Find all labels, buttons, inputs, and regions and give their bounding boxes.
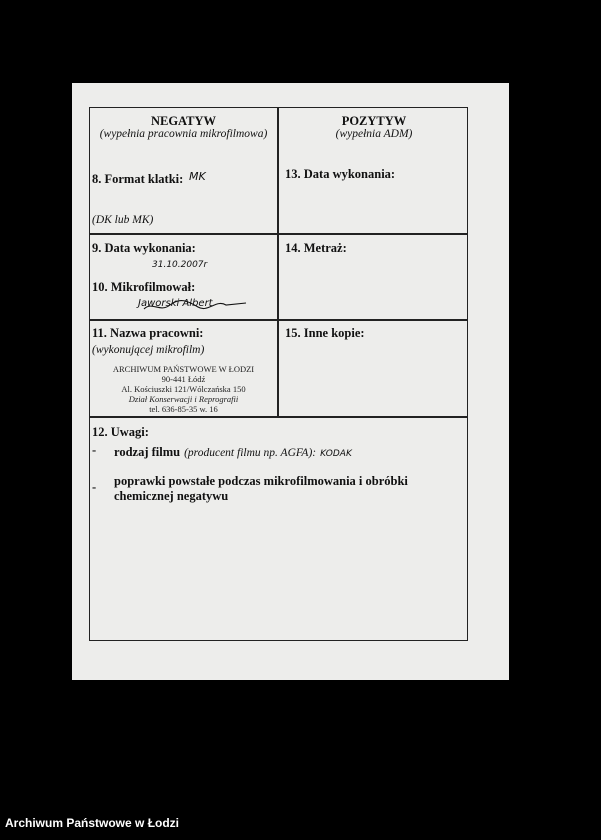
film-type-label: rodzaj filmu — [114, 445, 181, 459]
pozytyw-subtitle: (wypełnia ADM) — [335, 128, 413, 140]
data9-value: 31.10.2007r — [152, 260, 208, 270]
uwagi-item-2-line-2: chemicznej negatywu — [114, 489, 229, 503]
stamp-line: 90-441 Łódź — [161, 374, 206, 384]
pracownia-hint: (wykonującej mikrofilm) — [92, 344, 205, 356]
negatyw-title: NEGATYW — [150, 114, 217, 128]
stamp-line: Dział Konserwacji i Reprografii — [128, 394, 239, 404]
format-value: MK — [189, 170, 206, 183]
data9-label: 9. Data wykonania: — [92, 241, 196, 255]
stamp-line: Al. Kościuszki 121/Wólczańska 150 — [121, 384, 246, 394]
row-divider — [90, 319, 467, 321]
pozytyw-title: POZYTYW — [341, 114, 407, 128]
form-table — [89, 107, 468, 641]
stamp-line: ARCHIWUM PAŃSTWOWE W ŁODZI — [112, 364, 255, 374]
row-divider — [90, 416, 467, 418]
negatyw-subtitle: (wypełnia pracownia mikrofilmowa) — [99, 128, 268, 140]
column-divider — [277, 108, 279, 417]
film-type-value: KODAK — [320, 449, 352, 459]
format-hint: (DK lub MK) — [92, 214, 154, 226]
uwagi-item-2-line-1: poprawki powstałe podczas mikrofilmowania i obróbki — [114, 474, 408, 488]
bullet: - — [92, 443, 97, 457]
uwagi-item-1 — [114, 443, 352, 461]
film-type-hint: (producent filmu np. AGFA): — [184, 447, 317, 459]
footer-caption: Archiwum Państwowe w Łodzi — [5, 816, 180, 830]
stamp-line: tel. 636-85-35 w. 16 — [149, 404, 218, 414]
inne-kopie-label: 15. Inne kopie: — [285, 326, 365, 340]
document-card — [72, 83, 509, 680]
mikrofilmowal-label: 10. Mikrofilmował: — [92, 280, 196, 294]
pracownia-label: 11. Nazwa pracowni: — [92, 326, 204, 340]
bullet: - — [92, 480, 97, 494]
format-label: 8. Format klatki: — [92, 172, 184, 186]
mikrofilmowal-signature: Jaworski Albert — [138, 298, 213, 309]
uwagi-label: 12. Uwagi: — [92, 425, 149, 439]
row-divider — [90, 233, 467, 235]
metraz-label: 14. Metraż: — [285, 241, 347, 255]
signature-scribble — [142, 295, 252, 317]
data13-label: 13. Data wykonania: — [285, 167, 396, 181]
